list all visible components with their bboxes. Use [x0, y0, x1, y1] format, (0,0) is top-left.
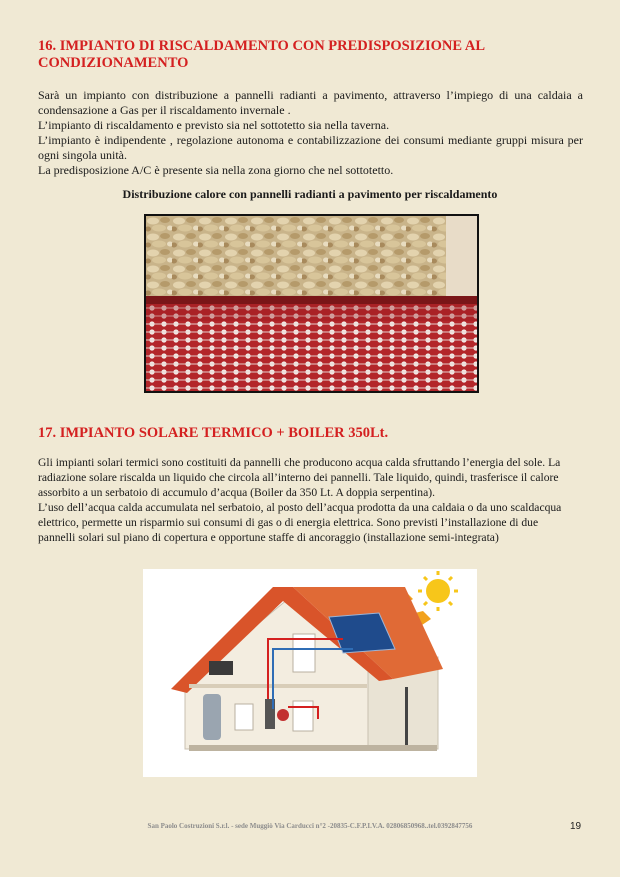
footer-company-info: San Paolo Costruzioni S.r.l. - sede Muggiò Via Carducci n°2 -20835-C.F.P.I.V.A. 02806850968..tel.0392847756 — [147, 822, 473, 830]
paragraph: Sarà un impianto con distribuzione a pannelli radianti a pavimento, attraverso l’impiego di una caldaia a condensazione a Gas per il riscaldamento invernale . — [38, 88, 583, 117]
section-16-title: 16. IMPIANTO DI RISCALDAMENTO CON PREDISPOSIZIONE AL CONDIZIONAMENTO — [38, 38, 485, 71]
radiant-floor-photo — [144, 214, 479, 393]
solar-thermal-house-illustration — [143, 569, 477, 777]
section-17-title: 17. IMPIANTO SOLARE TERMICO + BOILER 350Lt. — [38, 425, 389, 441]
paragraph: La predisposizione A/C è presente sia nella zona giorno che nel sottotetto. — [38, 163, 394, 177]
page-number: 19 — [570, 821, 582, 832]
paragraph: L’impianto di riscaldamento e previsto sia nel sottotetto sia nella taverna. — [38, 118, 390, 132]
paragraph: L’uso dell’acqua calda accumulata nel serbatoio, al posto dell’acqua prodotta da una caldaia o da uno scaldacqua elettrico, permette un risparmio sui consumi di gas o di energia elettrica. Sono previsti l’installazione di due pannelli solari sul piano di copertura e opportune staffe di ancoraggio (installazione semi-integrata) — [38, 501, 562, 544]
section-16-body — [38, 88, 583, 178]
section-17-body — [38, 455, 568, 545]
photo-caption: Distribuzione calore con pannelli radianti a pavimento per riscaldamento — [122, 187, 498, 201]
paragraph: L’impianto è indipendente , regolazione autonoma e contabilizzazione dei consumi mediante gruppi misura per ogni singola unità. — [38, 133, 583, 162]
paragraph: Gli impianti solari termici sono costituiti da pannelli che producono acqua calda sfruttando l’energia del sole. La radiazione solare riscalda un liquido che circola all’interno dei pannelli. Tale liquido, quindi, trasferisce il calore assorbito a un serbatoio di accumulo d’acqua (Boiler da 350 Lt. A doppia serpentina). — [38, 456, 561, 499]
sun-icon — [418, 571, 458, 611]
